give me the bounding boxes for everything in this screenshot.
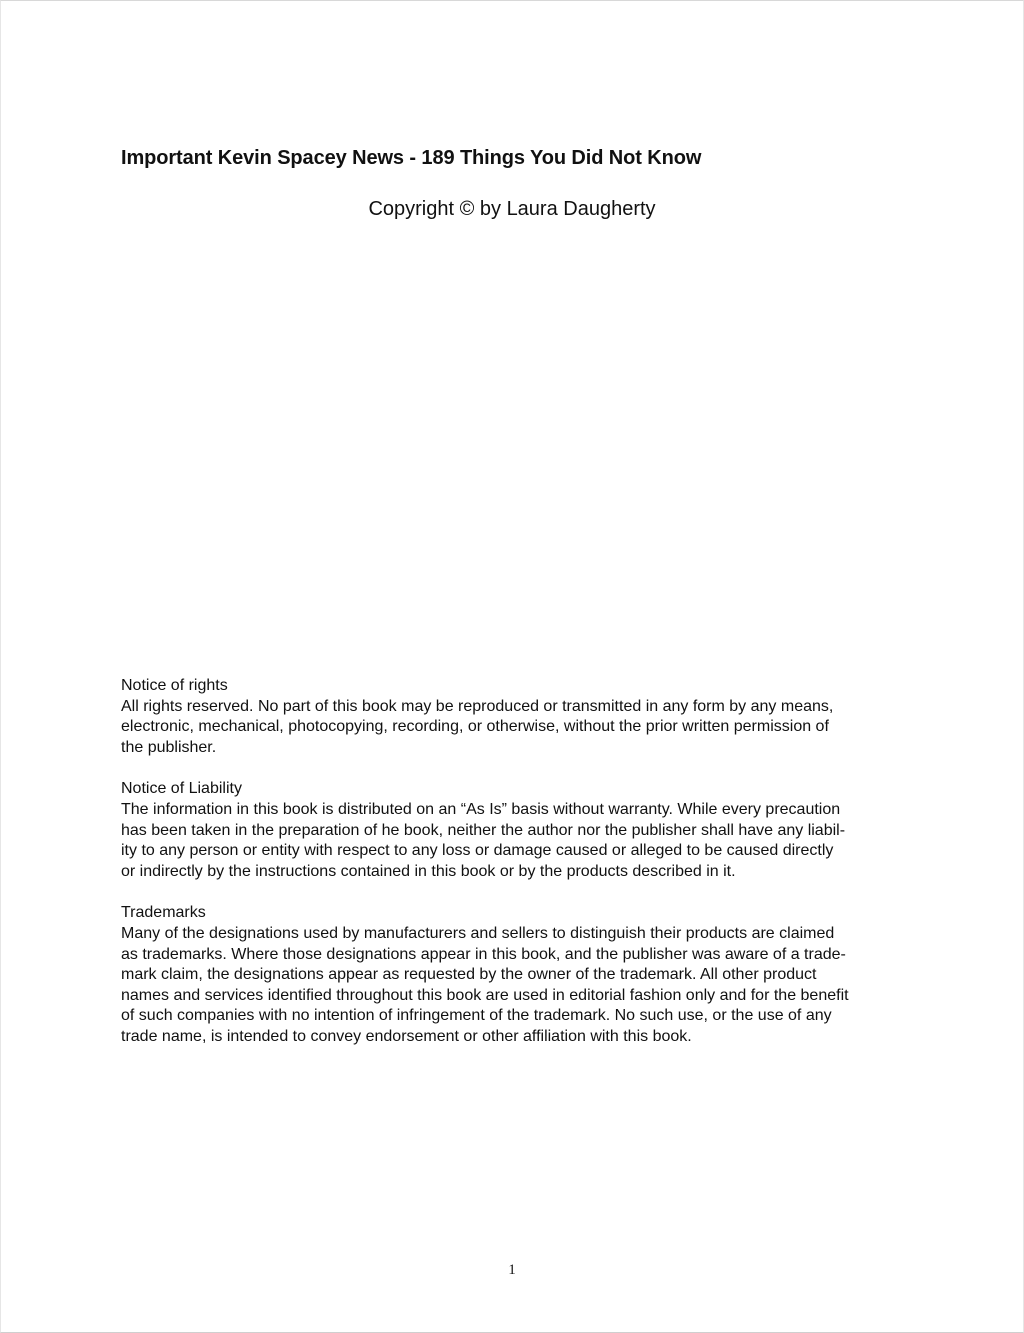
document-title: Important Kevin Spacey News - 189 Things You Did Not Know bbox=[121, 147, 702, 169]
notice-heading: Trademarks bbox=[121, 904, 206, 922]
trademarks-notice bbox=[121, 903, 911, 1047]
notice-heading: Notice of rights bbox=[121, 677, 228, 694]
notice-line: as trademarks. Where those designations appear in this book, and the publisher was aware of a trade- bbox=[121, 945, 846, 963]
notice-line: has been taken in the preparation of he book, neither the author nor the publisher shall have any liabil- bbox=[121, 821, 846, 839]
notice-of-rights bbox=[121, 676, 911, 758]
notice-heading: Notice of Liability bbox=[121, 780, 242, 798]
notice-line: names and services identified throughout this book are used in editorial fashion only and for the benefit bbox=[121, 986, 849, 1004]
notice-line: electronic, mechanical, photocopying, recording, or otherwise, without the prior written permission of bbox=[121, 718, 829, 736]
page-number: 1 bbox=[508, 1262, 516, 1278]
notice-of-liability bbox=[121, 779, 911, 882]
notice-line: The information in this book is distributed on an “As Is” basis without warranty. While every precaution bbox=[121, 800, 841, 818]
notice-line: trade name, is intended to convey endorsement or other affiliation with this book. bbox=[121, 1027, 692, 1045]
notice-line: All rights reserved. No part of this book may be reproduced or transmitted in any form by any means, bbox=[121, 697, 834, 715]
notice-line: ity to any person or entity with respect to any loss or damage caused or alleged to be caused directly bbox=[121, 842, 834, 860]
notice-line: the publisher. bbox=[121, 738, 217, 756]
notice-line: or indirectly by the instructions contained in this book or by the products described in it. bbox=[121, 862, 736, 880]
notice-line: of such companies with no intention of infringement of the trademark. No such use, or the use of any bbox=[121, 1007, 832, 1025]
notice-line: Many of the designations used by manufacturers and sellers to distinguish their products are claimed bbox=[121, 924, 835, 942]
copyright-line: Copyright © by Laura Daugherty bbox=[368, 198, 656, 220]
notice-line: mark claim, the designations appear as requested by the owner of the trademark. All other product bbox=[121, 966, 817, 984]
legal-notices bbox=[121, 676, 911, 1069]
